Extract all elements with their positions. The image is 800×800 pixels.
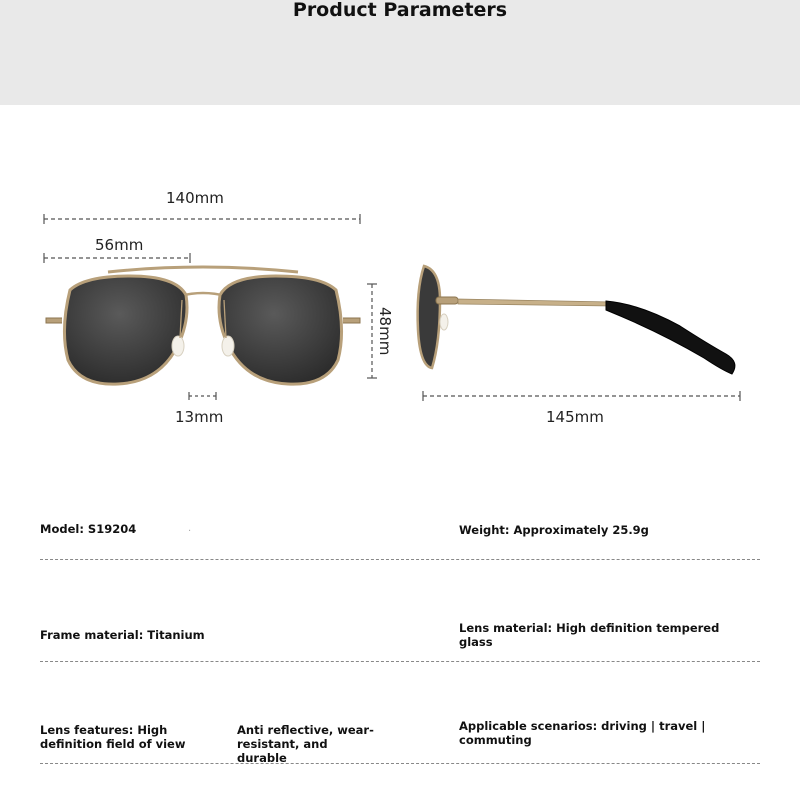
total-width-dimension-line xyxy=(44,214,360,224)
spec-weight: Weight: Approximately 25.9g xyxy=(459,523,649,537)
divider xyxy=(40,559,760,560)
glasses-front-view xyxy=(46,267,360,384)
divider xyxy=(40,763,760,764)
page-title: Product Parameters xyxy=(292,0,508,21)
divider xyxy=(40,661,760,662)
spec-frame-material: Frame material: Titanium xyxy=(40,628,205,642)
spec-lens-features: Lens features: High definition field of view xyxy=(40,723,186,751)
lens-width-label: 56mm xyxy=(95,236,144,254)
spec-applicable-scenarios: Applicable scenarios: driving | travel | commuting xyxy=(459,719,706,747)
bridge-width-dimension-line xyxy=(189,392,216,400)
bridge-width-label: 13mm xyxy=(175,408,224,426)
lens-height-label: 48mm xyxy=(376,307,394,356)
lens-width-dimension-line xyxy=(44,253,190,263)
total-width-label: 140mm xyxy=(166,189,224,207)
stray-mark: · xyxy=(188,526,192,537)
spec-model: Model: S19204 xyxy=(40,522,137,536)
glasses-side-view xyxy=(418,266,735,374)
spec-lens-material: Lens material: High definition tempered glass xyxy=(459,621,720,649)
temple-length-dimension-line xyxy=(423,391,740,401)
temple-length-label: 145mm xyxy=(546,408,604,426)
spec-lens-features-extra: Anti reflective, wear-resistant, and durable xyxy=(237,723,374,765)
